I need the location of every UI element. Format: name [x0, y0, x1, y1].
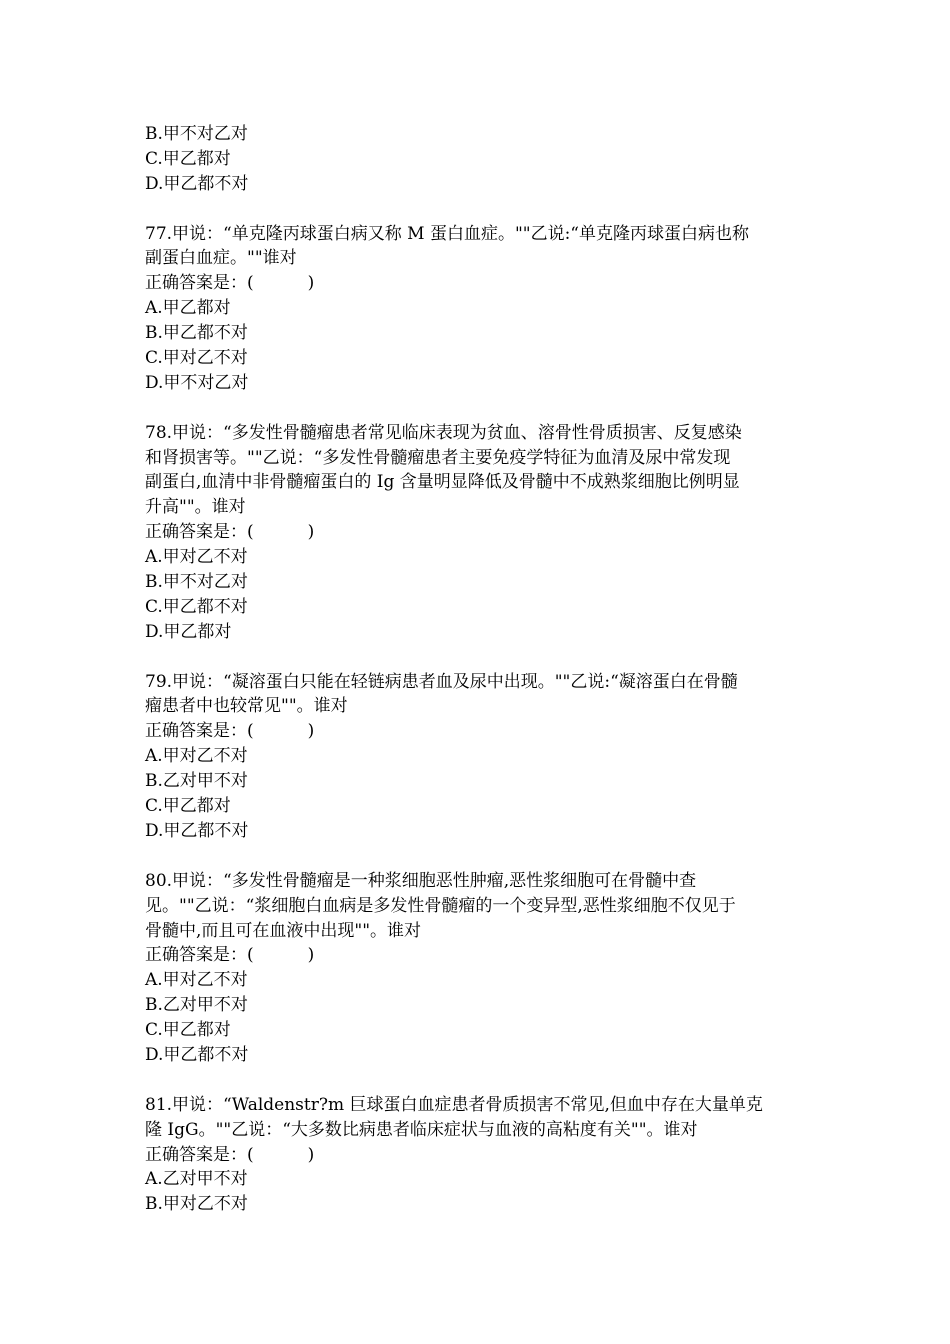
- option-d: D.甲不对乙对: [145, 372, 249, 393]
- question-77: [145, 222, 815, 396]
- option-c: C.甲乙都对: [145, 796, 231, 817]
- option-list: [145, 122, 815, 197]
- question-text: 79.甲说：“凝溶蛋白只能在轻链病患者血及尿中出现。""乙说:“凝溶蛋白在骨髓: [145, 671, 738, 692]
- option-b: B.乙对甲不对: [145, 995, 248, 1016]
- option-d: D.甲乙都不对: [145, 1044, 249, 1065]
- answer-prompt: 正确答案是：( ): [145, 273, 315, 294]
- option-b: B.甲不对乙对: [145, 124, 248, 144]
- document-page: [145, 122, 815, 1217]
- option-c: C.甲对乙不对: [145, 348, 248, 369]
- answer-prompt: 正确答案是：( ): [145, 721, 315, 742]
- option-c: C.甲乙都不对: [145, 596, 248, 617]
- question-80: [145, 869, 815, 1068]
- question-text: 副蛋白,血清中非骨髓瘤蛋白的 Ig 含量明显降低及骨髓中不成熟浆细胞比例明显: [145, 472, 740, 493]
- question-text: 骨髓中,而且可在血液中出现""。谁对: [145, 920, 422, 941]
- question-text: 77.甲说：“单克隆丙球蛋白病又称 M 蛋白血症。""乙说:“单克隆丙球蛋白病也称: [145, 223, 749, 244]
- question-text: 升高""。谁对: [145, 497, 246, 518]
- option-a: A.甲乙都对: [145, 298, 231, 319]
- block-gap: [145, 396, 815, 421]
- option-b: B.乙对甲不对: [145, 771, 248, 792]
- block-gap: [145, 645, 815, 670]
- answer-prompt: 正确答案是：( ): [145, 522, 315, 543]
- question-text: 和肾损害等。""乙说：“多发性骨髓瘤患者主要免疫学特征为血清及尿中常发现: [145, 447, 731, 468]
- option-a: A.甲对乙不对: [145, 746, 248, 767]
- option-d: D.甲乙都不对: [145, 173, 249, 194]
- option-b: B.甲乙都不对: [145, 323, 248, 344]
- option-d: D.甲乙都不对: [145, 820, 249, 841]
- option-b: B.甲不对乙对: [145, 572, 248, 593]
- answer-prompt: 正确答案是：( ): [145, 1144, 315, 1165]
- question-81: [145, 1093, 815, 1217]
- question-text: 副蛋白血症。""谁对: [145, 248, 297, 269]
- block-gap: [145, 844, 815, 869]
- option-c: C.甲乙都对: [145, 1020, 231, 1041]
- question-text: 见。""乙说：“浆细胞白血病是多发性骨髓瘤的一个变异型,恶性浆细胞不仅见于: [145, 895, 736, 916]
- block-gap: [145, 197, 815, 222]
- question-text: 隆 IgG。""乙说：“大多数比病患者临床症状与血液的高粘度有关""。谁对: [145, 1119, 698, 1140]
- question-79: [145, 670, 815, 844]
- option-d: D.甲乙都对: [145, 621, 232, 642]
- option-a: A.甲对乙不对: [145, 547, 248, 568]
- option-a: A.乙对甲不对: [145, 1169, 248, 1190]
- option-a: A.甲对乙不对: [145, 970, 248, 991]
- question-text: 78.甲说：“多发性骨髓瘤患者常见临床表现为贫血、溶骨性骨质损害、反复感染: [145, 422, 742, 443]
- question-text: 瘤患者中也较常见""。谁对: [145, 696, 348, 717]
- option-c: C.甲乙都对: [145, 148, 231, 169]
- answer-prompt: 正确答案是：( ): [145, 945, 315, 966]
- question-78: [145, 421, 815, 645]
- question-text: 80.甲说：“多发性骨髓瘤是一种浆细胞恶性肿瘤,恶性浆细胞可在骨髓中查: [145, 870, 697, 891]
- question-text: 81.甲说：“Waldenstr?m 巨球蛋白血症患者骨质损害不常见,但血中存在大量单克: [145, 1094, 763, 1115]
- block-gap: [145, 1068, 815, 1093]
- option-b: B.甲对乙不对: [145, 1194, 248, 1215]
